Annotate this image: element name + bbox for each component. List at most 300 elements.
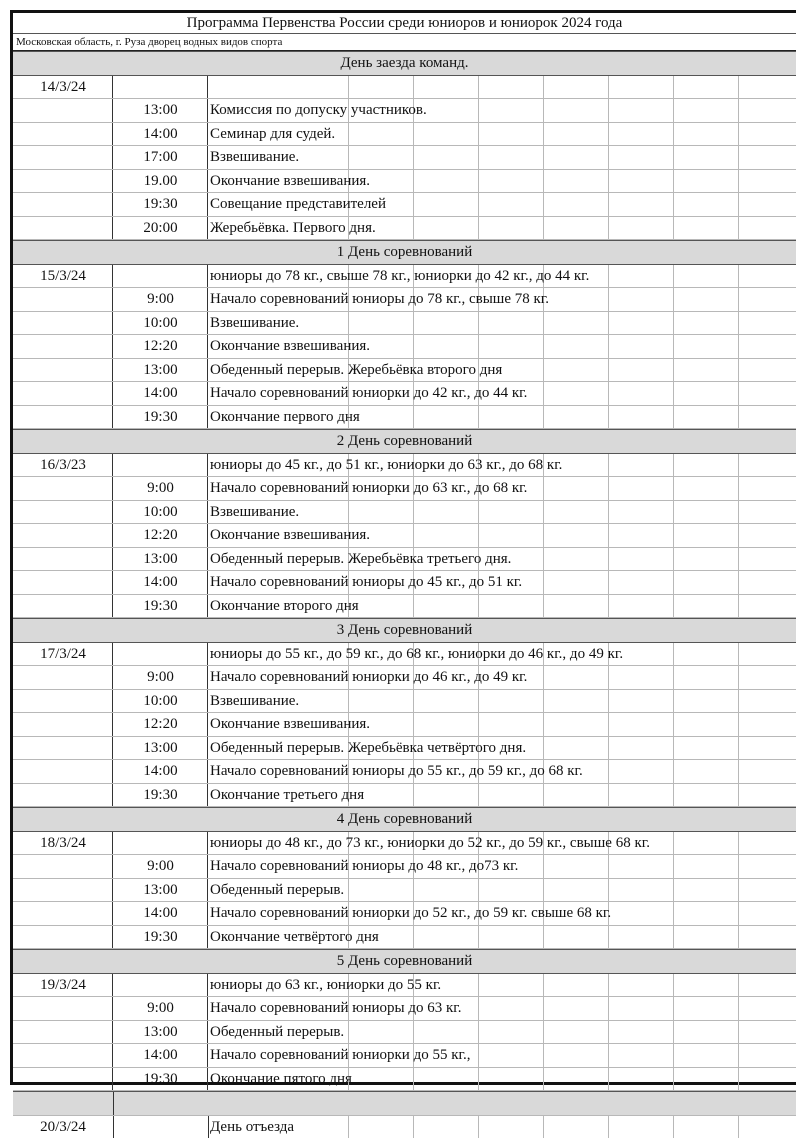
event-description: Окончание взвешивания. (208, 335, 370, 358)
grid-line (608, 974, 609, 997)
grid-line (543, 382, 544, 405)
event-time: 19:30 (113, 406, 208, 429)
grid-line (673, 1068, 674, 1091)
grid-line (543, 713, 544, 736)
grid-line (738, 832, 739, 855)
event-time: 19:30 (113, 595, 208, 618)
table-row (13, 1068, 796, 1092)
grid-line (608, 76, 609, 99)
grid-line (543, 335, 544, 358)
grid-line (348, 1116, 349, 1138)
table-row (13, 382, 796, 406)
grid-line (738, 335, 739, 358)
grid-line (478, 123, 479, 146)
grid-line (543, 974, 544, 997)
grid-line (738, 690, 739, 713)
grid-line (543, 146, 544, 169)
grid-line (413, 595, 414, 618)
table-row (13, 902, 796, 926)
grid-line (673, 265, 674, 288)
grid-line (478, 406, 479, 429)
grid-line (673, 855, 674, 878)
grid-line (738, 548, 739, 571)
grid-line (478, 1116, 479, 1138)
section-title: 5 День соревнований (337, 953, 473, 969)
event-description: Обеденный перерыв. (208, 1021, 344, 1044)
grid-line (673, 288, 674, 311)
grid-line (673, 382, 674, 405)
grid-line (543, 1044, 544, 1067)
section-header (13, 618, 796, 643)
event-time: 20:00 (113, 217, 208, 240)
schedule-sheet (10, 10, 796, 1085)
grid-line (413, 784, 414, 807)
grid-line (738, 193, 739, 216)
grid-line (738, 926, 739, 949)
table-row (13, 99, 796, 123)
grid-line (673, 193, 674, 216)
event-time: 13:00 (113, 359, 208, 382)
event-time: 10:00 (113, 501, 208, 524)
table-row (13, 217, 796, 241)
grid-line (673, 571, 674, 594)
grid-line (348, 146, 349, 169)
grid-line (673, 335, 674, 358)
day-date: 19/3/24 (13, 974, 113, 997)
table-row (13, 288, 796, 312)
table-row (13, 123, 796, 147)
event-time: 14:00 (113, 1044, 208, 1067)
event-description: Окончание четвёртого дня (208, 926, 379, 949)
grid-line (413, 926, 414, 949)
grid-line (348, 501, 349, 524)
day-group (13, 974, 796, 1092)
event-time: 13:00 (113, 548, 208, 571)
event-time: 19:30 (113, 784, 208, 807)
grid-line (478, 997, 479, 1020)
grid-line (738, 571, 739, 594)
event-description: Взвешивание. (208, 690, 299, 713)
grid-line (608, 879, 609, 902)
grid-line (673, 1044, 674, 1067)
event-time: 9:00 (113, 997, 208, 1020)
grid-line (673, 170, 674, 193)
grid-line (608, 265, 609, 288)
grid-line (543, 666, 544, 689)
grid-line (673, 1116, 674, 1138)
grid-line (608, 146, 609, 169)
section-header (13, 240, 796, 265)
grid-line (673, 974, 674, 997)
grid-line (478, 335, 479, 358)
grid-line (738, 217, 739, 240)
grid-line (673, 146, 674, 169)
day-date: 14/3/24 (13, 76, 113, 99)
grid-line (478, 595, 479, 618)
event-time: 17:00 (113, 146, 208, 169)
grid-line (738, 477, 739, 500)
grid-line (478, 784, 479, 807)
grid-line (543, 1068, 544, 1091)
section-title: 2 День соревнований (337, 433, 473, 449)
grid-line (543, 76, 544, 99)
table-row (13, 737, 796, 761)
day-categories: юниоры до 63 кг., юниорки до 55 кг. (208, 974, 441, 997)
grid-line (478, 926, 479, 949)
grid-line (413, 879, 414, 902)
table-row (13, 406, 796, 430)
day-group (13, 454, 796, 619)
day-group (13, 832, 796, 950)
grid-line (608, 99, 609, 122)
grid-line (608, 595, 609, 618)
table-row (13, 312, 796, 336)
grid-line (543, 524, 544, 547)
grid-line (738, 855, 739, 878)
table-row (13, 643, 796, 667)
event-description: Окончание взвешивания. (208, 713, 370, 736)
grid-line (738, 288, 739, 311)
event-time: 19:30 (113, 1068, 208, 1091)
grid-line (478, 1068, 479, 1091)
table-row (13, 926, 796, 950)
day-date: 15/3/24 (13, 265, 113, 288)
grid-line (608, 170, 609, 193)
grid-line (543, 784, 544, 807)
grid-line (738, 1116, 739, 1138)
grid-line (608, 784, 609, 807)
table-row (13, 997, 796, 1021)
grid-line (673, 902, 674, 925)
event-description: Обеденный перерыв. Жеребьёвка третьего дня. (208, 548, 511, 571)
table-row (13, 713, 796, 737)
grid-line (608, 501, 609, 524)
section-title: День заезда команд. (340, 55, 468, 71)
grid-line (543, 997, 544, 1020)
grid-line (608, 524, 609, 547)
grid-line (738, 595, 739, 618)
event-time: 13:00 (113, 737, 208, 760)
grid-line (673, 1021, 674, 1044)
grid-line (413, 217, 414, 240)
grid-line (543, 123, 544, 146)
grid-line (673, 501, 674, 524)
grid-line (478, 76, 479, 99)
grid-line (413, 1068, 414, 1091)
grid-line (673, 666, 674, 689)
grid-line (413, 170, 414, 193)
table-row (13, 359, 796, 383)
grid-line (608, 217, 609, 240)
grid-line (608, 359, 609, 382)
blank-separator-row (13, 1091, 796, 1116)
event-description: Начало соревнований юниорки до 55 кг., (208, 1044, 470, 1067)
event-time: 12:20 (113, 335, 208, 358)
grid-line (543, 406, 544, 429)
grid-line (738, 99, 739, 122)
grid-line (413, 193, 414, 216)
grid-line (608, 193, 609, 216)
grid-line (673, 123, 674, 146)
grid-line (738, 666, 739, 689)
day-date: 17/3/24 (13, 643, 113, 666)
table-row (13, 571, 796, 595)
event-time: 14:00 (113, 571, 208, 594)
grid-line (608, 1068, 609, 1091)
event-description: Начало соревнований юниоры до 55 кг., до 59 кг., до 68 кг. (208, 760, 583, 783)
day-categories: юниоры до 48 кг., до 73 кг., юниорки до 52 кг., до 59 кг., свыше 68 кг. (208, 832, 650, 855)
day-date: 18/3/24 (13, 832, 113, 855)
grid-line (673, 359, 674, 382)
grid-line (478, 974, 479, 997)
grid-line (543, 359, 544, 382)
grid-line (608, 926, 609, 949)
grid-line (673, 643, 674, 666)
event-description: Обеденный перерыв. (208, 879, 344, 902)
departure-label: День отъезда (208, 1116, 294, 1138)
table-row (13, 690, 796, 714)
grid-line (543, 217, 544, 240)
event-description: Обеденный перерыв. Жеребьёвка четвёртого дня. (208, 737, 526, 760)
grid-line (608, 997, 609, 1020)
section-header (13, 949, 796, 974)
grid-line (543, 548, 544, 571)
section-header (13, 51, 796, 76)
event-description: Начало соревнований юниорки до 42 кг., до 44 кг. (208, 382, 527, 405)
table-row (13, 1021, 796, 1045)
grid-line (478, 312, 479, 335)
event-description: Окончание первого дня (208, 406, 360, 429)
grid-line (738, 406, 739, 429)
grid-line (673, 784, 674, 807)
event-description: Начало соревнований юниорки до 52 кг., до 59 кг. свыше 68 кг. (208, 902, 611, 925)
table-row (13, 524, 796, 548)
event-time: 14:00 (113, 123, 208, 146)
event-time: 14:00 (113, 760, 208, 783)
event-description: Окончание второго дня (208, 595, 359, 618)
event-description: Обеденный перерыв. Жеребьёвка второго дня (208, 359, 502, 382)
grid-line (673, 524, 674, 547)
table-row (13, 477, 796, 501)
grid-line (673, 99, 674, 122)
event-description: Начало соревнований юниоры до 63 кг. (208, 997, 461, 1020)
grid-line (478, 1044, 479, 1067)
grid-line (673, 926, 674, 949)
event-description: Окончание взвешивания. (208, 524, 370, 547)
event-description: Начало соревнований юниорки до 46 кг., до 49 кг. (208, 666, 527, 689)
event-time: 10:00 (113, 690, 208, 713)
table-row (13, 832, 796, 856)
grid-line (738, 312, 739, 335)
event-time: 19.00 (113, 170, 208, 193)
event-description: Начало соревнований юниорки до 63 кг., до 68 кг. (208, 477, 527, 500)
grid-line (673, 406, 674, 429)
table-row (13, 170, 796, 194)
grid-line (413, 335, 414, 358)
grid-line (608, 666, 609, 689)
grid-line (478, 713, 479, 736)
grid-line (608, 571, 609, 594)
grid-line (478, 99, 479, 122)
table-row (13, 974, 796, 998)
grid-line (738, 123, 739, 146)
grid-line (608, 312, 609, 335)
grid-line (738, 265, 739, 288)
event-description: Взвешивание. (208, 312, 299, 335)
grid-line (348, 123, 349, 146)
table-row (13, 666, 796, 690)
departure-date: 20/3/24 (13, 1116, 113, 1138)
grid-line (543, 1116, 544, 1138)
grid-line (413, 76, 414, 99)
grid-line (738, 146, 739, 169)
grid-line (608, 548, 609, 571)
event-time: 9:00 (113, 855, 208, 878)
grid-line (673, 76, 674, 99)
grid-line (673, 713, 674, 736)
grid-line (348, 76, 349, 99)
grid-line (478, 193, 479, 216)
table-row (13, 879, 796, 903)
event-description: Начало соревнований юниоры до 45 кг., до 51 кг. (208, 571, 522, 594)
table-row (13, 335, 796, 359)
section-header (13, 807, 796, 832)
grid-line (413, 146, 414, 169)
table-row (13, 193, 796, 217)
event-description: Начало соревнований юниоры до 48 кг., до73 кг. (208, 855, 518, 878)
departure-row (13, 1116, 796, 1138)
day-group (13, 265, 796, 430)
grid-line (608, 713, 609, 736)
grid-line (738, 501, 739, 524)
event-time: 9:00 (113, 477, 208, 500)
grid-line (478, 690, 479, 713)
grid-line (478, 217, 479, 240)
grid-line (413, 123, 414, 146)
grid-line (543, 312, 544, 335)
schedule-rows (13, 51, 796, 1138)
grid-line (673, 548, 674, 571)
event-description: Комиссия по допуску участников. (208, 99, 427, 122)
event-time: 9:00 (113, 288, 208, 311)
day-group (13, 76, 796, 241)
table-row (13, 548, 796, 572)
grid-line (673, 737, 674, 760)
grid-line (738, 784, 739, 807)
section-title: 1 День соревнований (337, 244, 473, 260)
grid-line (608, 477, 609, 500)
table-row (13, 595, 796, 619)
table-row (13, 454, 796, 478)
grid-line (738, 879, 739, 902)
grid-line (738, 974, 739, 997)
grid-line (543, 926, 544, 949)
grid-line (608, 288, 609, 311)
grid-line (413, 312, 414, 335)
event-time: 14:00 (113, 382, 208, 405)
grid-line (348, 312, 349, 335)
grid-line (738, 382, 739, 405)
grid-line (543, 170, 544, 193)
grid-line (478, 170, 479, 193)
event-description: Жеребьёвка. Первого дня. (208, 217, 376, 240)
table-row (13, 784, 796, 808)
grid-line (348, 690, 349, 713)
grid-line (413, 713, 414, 736)
table-row (13, 1044, 796, 1068)
grid-line (348, 879, 349, 902)
grid-line (738, 1044, 739, 1067)
grid-line (543, 855, 544, 878)
grid-line (608, 690, 609, 713)
section-title: 4 День соревнований (337, 811, 473, 827)
section-header (13, 429, 796, 454)
grid-line (673, 832, 674, 855)
event-time: 13:00 (113, 99, 208, 122)
grid-line (478, 879, 479, 902)
grid-line (348, 1021, 349, 1044)
grid-line (738, 170, 739, 193)
grid-line (478, 524, 479, 547)
grid-line (738, 76, 739, 99)
grid-line (738, 902, 739, 925)
event-time: 9:00 (113, 666, 208, 689)
grid-line (543, 501, 544, 524)
grid-line (543, 879, 544, 902)
grid-line (478, 146, 479, 169)
grid-line (738, 713, 739, 736)
day-categories: юниоры до 55 кг., до 59 кг., до 68 кг., юниорки до 46 кг., до 49 кг. (208, 643, 623, 666)
grid-line (738, 760, 739, 783)
grid-line (673, 477, 674, 500)
grid-line (673, 595, 674, 618)
event-time: 10:00 (113, 312, 208, 335)
grid-line (608, 1044, 609, 1067)
grid-line (543, 595, 544, 618)
grid-line (673, 690, 674, 713)
table-row (13, 146, 796, 170)
grid-line (608, 760, 609, 783)
grid-line (608, 335, 609, 358)
event-time: 19:30 (113, 926, 208, 949)
grid-line (673, 454, 674, 477)
grid-line (413, 1116, 414, 1138)
event-description: Окончание взвешивания. (208, 170, 370, 193)
grid-line (738, 1068, 739, 1091)
grid-line (543, 477, 544, 500)
grid-line (413, 501, 414, 524)
grid-line (673, 760, 674, 783)
grid-line (673, 217, 674, 240)
grid-line (608, 1021, 609, 1044)
grid-line (738, 643, 739, 666)
grid-line (738, 359, 739, 382)
event-description: Окончание третьего дня (208, 784, 364, 807)
day-group (13, 643, 796, 808)
event-time: 14:00 (113, 902, 208, 925)
event-time: 19:30 (113, 193, 208, 216)
day-categories: юниоры до 78 кг., свыше 78 кг., юниорки до 42 кг., до 44 кг. (208, 265, 589, 288)
grid-line (543, 1021, 544, 1044)
grid-line (608, 737, 609, 760)
grid-line (608, 382, 609, 405)
grid-line (478, 1021, 479, 1044)
event-description: Семинар для судей. (208, 123, 335, 146)
table-row (13, 76, 796, 100)
grid-line (413, 690, 414, 713)
grid-line (543, 193, 544, 216)
event-time: 13:00 (113, 1021, 208, 1044)
